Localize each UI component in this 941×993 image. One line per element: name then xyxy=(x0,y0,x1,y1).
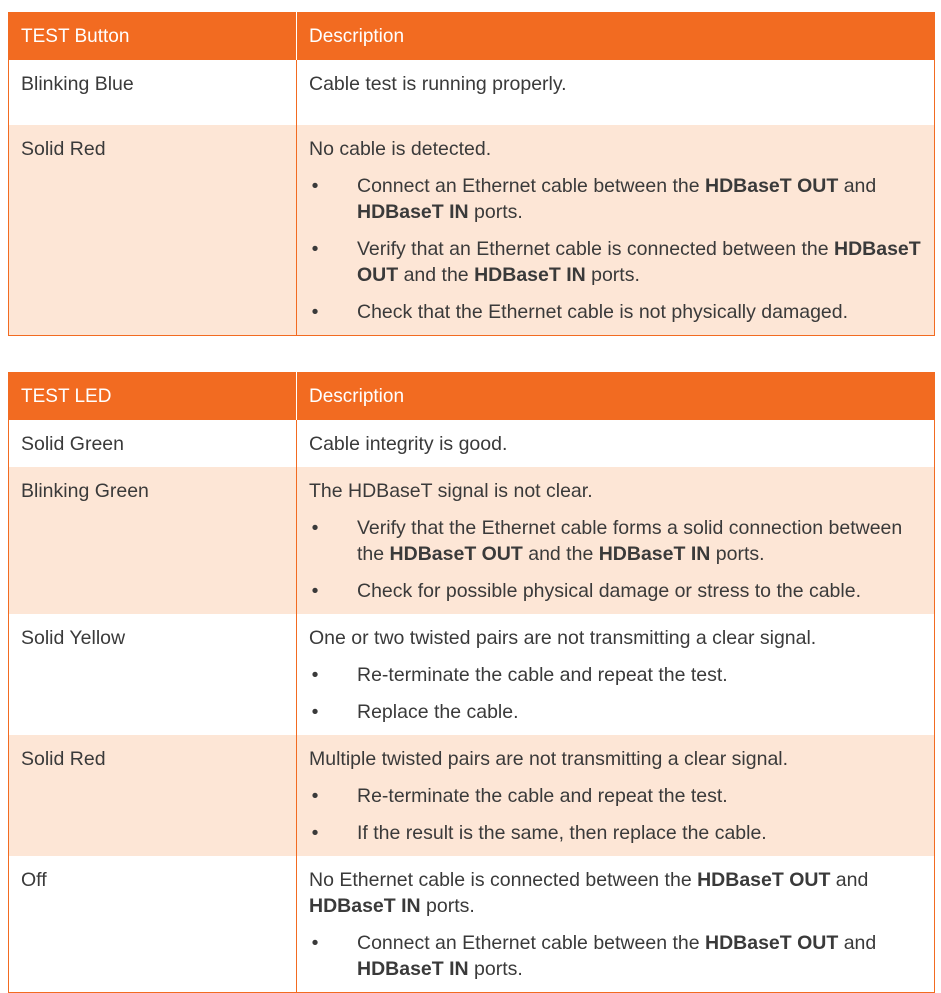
column-header-description: Description xyxy=(297,373,935,421)
description-cell xyxy=(297,614,935,735)
test-led-table xyxy=(8,372,935,993)
bullet-icon: • xyxy=(311,301,319,323)
list-item: • Check that the Ethernet cable is not physically damaged. xyxy=(309,299,922,325)
bullet-icon: • xyxy=(311,517,319,539)
table-row xyxy=(9,614,935,735)
bullet-icon: • xyxy=(311,664,319,686)
description-text: Cable test is running properly. xyxy=(309,73,567,95)
column-header-test-button: TEST Button xyxy=(9,13,297,61)
bullet-list xyxy=(309,783,922,846)
bullet-list xyxy=(309,173,922,325)
description-cell xyxy=(297,60,935,125)
table-row xyxy=(9,125,935,336)
list-item: • If the result is the same, then replace the cable. xyxy=(309,820,922,846)
description-text: One or two twisted pairs are not transmitting a clear signal. xyxy=(309,627,817,649)
state-cell: Solid Green xyxy=(21,433,124,455)
list-item: • Re-terminate the cable and repeat the test. xyxy=(309,783,922,809)
bullet-icon: • xyxy=(311,580,319,602)
description-cell xyxy=(297,125,935,336)
table-row xyxy=(9,735,935,856)
table-row xyxy=(9,467,935,614)
table-header-row xyxy=(9,13,935,61)
bullet-icon: • xyxy=(311,822,319,844)
list-item: • Re-terminate the cable and repeat the test. xyxy=(309,662,922,688)
bullet-icon: • xyxy=(311,932,319,954)
column-header-test-led: TEST LED xyxy=(9,373,297,421)
description-text: No Ethernet cable is connected between the HDBaseT OUT and HDBaseT IN ports. xyxy=(309,869,869,917)
bullet-icon: • xyxy=(311,785,319,807)
list-item: • Replace the cable. xyxy=(309,699,922,725)
test-button-table xyxy=(8,12,935,336)
state-cell: Blinking Green xyxy=(9,467,297,614)
bullet-list xyxy=(309,515,922,604)
bullet-icon: • xyxy=(311,175,319,197)
table-row xyxy=(9,60,935,125)
list-item: • Verify that an Ethernet cable is connected between the HDBaseT OUT and the HDBaseT IN ports. xyxy=(309,236,922,288)
description-cell xyxy=(297,467,935,614)
list-item: • Connect an Ethernet cable between the HDBaseT OUT and HDBaseT IN ports. xyxy=(309,930,922,982)
description-text: The HDBaseT signal is not clear. xyxy=(309,480,593,502)
table-row xyxy=(9,420,935,467)
table-row xyxy=(9,856,935,993)
description-cell xyxy=(297,735,935,856)
description-text: No cable is detected. xyxy=(309,138,492,160)
list-item: • Connect an Ethernet cable between the HDBaseT OUT and HDBaseT IN ports. xyxy=(309,173,922,225)
bullet-icon: • xyxy=(311,238,319,260)
state-cell: Blinking Blue xyxy=(21,73,134,95)
state-cell: Solid Red xyxy=(9,125,297,336)
bullet-icon: • xyxy=(311,701,319,723)
description-text: Multiple twisted pairs are not transmitting a clear signal. xyxy=(309,748,789,770)
list-item: • Check for possible physical damage or stress to the cable. xyxy=(309,578,922,604)
table-header-row xyxy=(9,373,935,421)
state-cell: Solid Red xyxy=(9,735,297,856)
description-cell xyxy=(297,420,935,467)
bullet-list xyxy=(309,662,922,725)
state-cell: Off xyxy=(21,869,47,891)
column-header-description: Description xyxy=(297,13,935,61)
list-item: • Verify that the Ethernet cable forms a solid connection between the HDBaseT OUT and the HDBaseT IN ports. xyxy=(309,515,922,567)
state-cell: Solid Yellow xyxy=(21,627,126,649)
description-cell xyxy=(297,856,935,993)
bullet-list xyxy=(309,930,922,982)
description-text: Cable integrity is good. xyxy=(309,433,508,455)
